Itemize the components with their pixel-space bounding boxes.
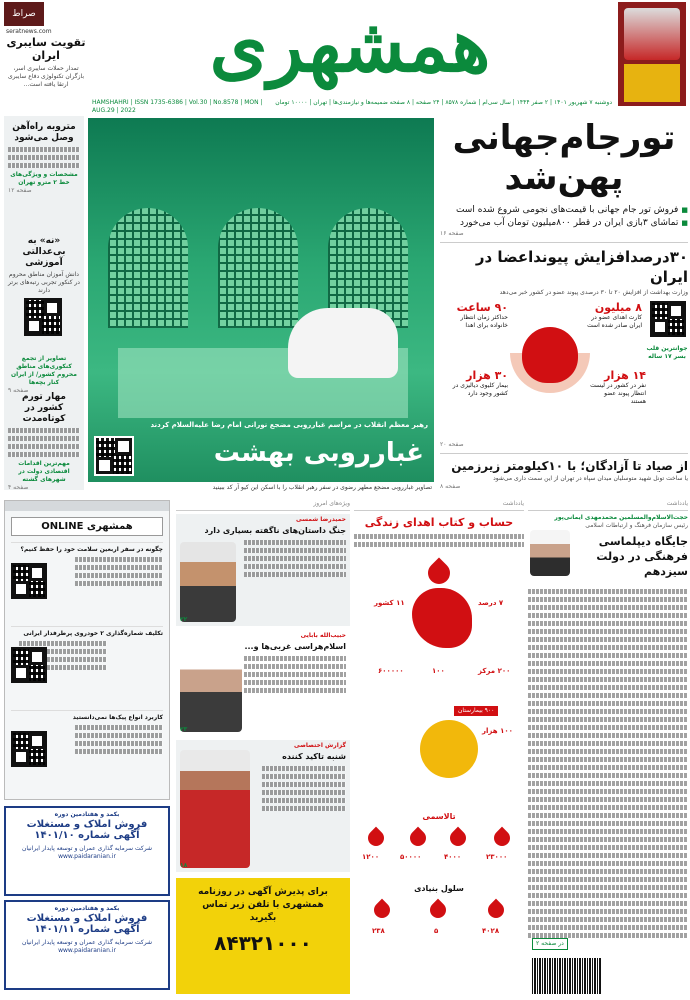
teaser-body: تمدار حملات سایبری اسر، بازگران تکنولوژی دفاع سایبری ارتقا یافته است... — [7, 65, 85, 88]
masthead-logo: همشهری — [209, 3, 491, 89]
feature-kicker: گزارش اختصاصی — [294, 742, 346, 749]
stat-value: ۱۲۰۰ — [362, 853, 380, 861]
wc-page: صفحه ۱۶ — [440, 230, 464, 237]
qr-code[interactable] — [11, 731, 47, 767]
feature-page: ۱۸ — [180, 862, 188, 869]
photo-headline: غبارروبی بهشت — [213, 438, 424, 468]
sidebar-link: مهم‌ترین اقدامات اقتصادی دولت در شهرهای گشته — [18, 460, 70, 483]
hemophilia-circle — [420, 720, 478, 778]
sidebar-page: صفحه ۱۲ — [8, 187, 32, 194]
player-photo — [180, 750, 250, 868]
wc-headline-2[interactable]: پهن‌شد — [504, 158, 624, 198]
heart-hands — [510, 323, 590, 403]
ad-company: شرکت سرمایه گذاری عمران و توسعه پایدار ایرانیان — [21, 845, 153, 852]
masthead — [0, 0, 690, 112]
metro-page: صفحه ۸ — [440, 483, 461, 490]
feature-title: جنگ داستان‌های ناگفته بسیاری دارد — [204, 526, 346, 535]
opinion-body — [528, 589, 688, 938]
sidebar-page: صفحه ۹ — [8, 387, 29, 394]
stat-text: حداکثر زمان انتظار خانواده برای اهدا — [460, 314, 508, 329]
infographic-headline[interactable]: حساب و کتاب اهدای زندگی — [364, 516, 514, 529]
stat-value: ۶۰۰۰۰۰ — [378, 667, 404, 675]
stat-value: ۸ میلیون — [594, 301, 642, 314]
feature-title: اسلام‌هراسی غربی‌ها و... — [244, 642, 346, 651]
stat-value: ۱۰۰ هزار — [482, 727, 513, 735]
watermark-url: seratnews.com — [6, 28, 52, 35]
stat-text: نفر در کشور در لیست انتظار پیوند عضو هستند — [590, 382, 646, 405]
blood-splash — [412, 588, 472, 648]
wc-bullet: ■ تماشای ۳بازی ایران در قطر ۸۰۰میلیون تومان آب می‌خورد — [440, 217, 688, 230]
right-column — [440, 118, 688, 492]
stem-title: سلول بنیادی — [414, 884, 464, 893]
sidebar-link: مشخصات و ویژگی‌های خط ۲ مترو تهران — [10, 171, 78, 186]
top-left-teaser — [6, 36, 86, 89]
sidebar-body: دانش آموزان مناطق محروم در کنکور تجربی رتبه‌های برتر دارند — [8, 271, 80, 294]
blood-drop-icon — [427, 899, 450, 922]
blood-drop-icon — [485, 899, 508, 922]
opinion-headline[interactable]: جایگاه دیپلماسی فرهنگی در دولت سیزدهم — [596, 535, 688, 578]
online-item-title: چگونه در سفر اربعین سلامت خود را حفظ کنیم؟ — [20, 546, 163, 553]
stat-block — [444, 301, 508, 330]
real-estate-ad[interactable] — [4, 806, 170, 896]
stat-text: کارت اهدای عضو در ایران صادر شده است — [587, 314, 642, 329]
author-avatar — [530, 530, 570, 576]
stat-value: ۳۰ هزار — [466, 369, 508, 382]
ad-title: بکمد و هفتادمین دوره — [54, 905, 120, 912]
qr-code[interactable] — [11, 647, 47, 683]
ad-line: فروش املاک و مستغلات — [26, 819, 148, 830]
stat-block — [590, 369, 646, 406]
ad-number: آگهی شماره ۱۴۰۱/۱۱ — [34, 924, 140, 935]
feature-item[interactable] — [176, 740, 350, 872]
photo-credit: تصاویر غبارروبی مضجع مطهر رضوی در سفر رهبر انقلاب را با اسکن این کیو آر کد ببینید — [212, 484, 432, 491]
phone-ad[interactable] — [176, 878, 350, 994]
online-item[interactable] — [11, 710, 163, 790]
sidebar-title: متروبه راه‌آهن وصل می‌شود — [12, 122, 76, 143]
opinion-column — [528, 500, 688, 996]
qr-code[interactable] — [24, 298, 62, 336]
feature-item[interactable] — [176, 630, 350, 736]
watermark-logo: صراط — [4, 2, 44, 26]
organ-infographic — [440, 301, 688, 441]
hospital-label: ۹۰۰ بیمارستان — [454, 706, 498, 716]
sidebar-item[interactable] — [8, 236, 80, 395]
phone-number: ۸۴۳۲۱۰۰۰ — [214, 931, 312, 955]
online-site-name[interactable]: همشهری ONLINE — [11, 517, 163, 536]
stat-block — [582, 301, 642, 330]
author-line: حجت‌الاسلام‌والمسلمین محمدمهدی ایمانی‌پور — [554, 514, 688, 521]
qr-code[interactable] — [650, 301, 686, 337]
wc-headline-1[interactable]: تورجام‌جهانی — [452, 118, 676, 158]
real-estate-ad[interactable] — [4, 900, 170, 990]
stat-value: ۲۳۰۰۰ — [486, 853, 508, 861]
metro-headline[interactable]: از صیاد تا آزادگان؛ با ۱۰کیلومتر زیرزمین — [451, 459, 688, 473]
feature-item[interactable] — [176, 514, 350, 626]
organ-page: صفحه ۲۰ — [440, 441, 464, 448]
main-photo[interactable] — [88, 118, 434, 482]
stat-value: ۱۱ کشور — [374, 599, 405, 607]
sidebar-item[interactable] — [8, 122, 80, 195]
online-item-title: تکلیف شماره‌گذاری ۲ خودروی پرطرفدار ایرانی — [23, 630, 163, 637]
metro-body: یا ساخت تونل شهید متوسلیان میدان سپاه در تهران از این سمت داری می‌شود — [493, 475, 688, 482]
stat-block — [444, 369, 508, 398]
blood-drop-icon — [423, 557, 454, 588]
stat-value: ۴۰۰۰ — [444, 853, 462, 861]
ad-line: فروش املاک و مستغلات — [26, 913, 148, 924]
sidebar-item[interactable] — [8, 392, 80, 492]
organ-subtitle: وزارت بهداشت از افزایش ۲۰ تا ۳۰ درصدی پیوند عضو در کشور خبر می‌دهد — [499, 289, 688, 296]
ad-number: آگهی شماره ۱۴۰۱/۱۰ — [34, 830, 140, 841]
side-note: جوانترین قلب بسر ۱۷ ساله — [646, 345, 688, 360]
online-item[interactable] — [11, 626, 163, 706]
feature-kicker: حمیدرضا شمسی — [296, 516, 346, 523]
feature-kicker: حبیب‌الله بابایی — [300, 632, 346, 639]
stat-value: ۱۴ هزار — [604, 369, 646, 382]
photo-caption: رهبر معظم انقلاب در مراسم غبارروبی مضجع نورانی امام رضا علیه‌السلام کردند — [150, 421, 428, 429]
qr-code[interactable] — [11, 563, 47, 599]
stat-value: ۵۰۰۰۰ — [400, 853, 422, 861]
qr-code[interactable] — [94, 436, 134, 476]
top-right-promo — [618, 2, 686, 106]
divider — [440, 242, 688, 243]
stat-value: ۵ — [434, 927, 439, 935]
blood-drop-icon — [407, 827, 430, 850]
cleric-photo — [180, 652, 242, 732]
sidebar-link: تصاویر از تجمع کنکوری‌های مناطق محروم کشور/ از ایران کنار بچه‌ها — [11, 355, 77, 386]
browser-bar — [5, 501, 169, 511]
phone-ad-text: برای پذیرش آگهی در روزنامه همشهری با تلفن زیر تماس بگیرید — [198, 887, 328, 923]
date-line: دوشنبه ۷ شهریور ۱۴۰۱ | ۲ صفر ۱۴۴۴ | سال سی‌ام | شماره ۸۵۷۸ | ۲۴ صفحه | ۸ صفحه ضمیمه‌ها و نیازمندی‌ها | تهران | ۱۰۰۰۰ تومان — [275, 99, 612, 106]
organ-headline[interactable]: ۳۰درصدافزایش پیونداعضا در ایران — [475, 248, 688, 286]
online-box — [4, 500, 170, 800]
teaser-title: تقویت سایبری ایران — [6, 36, 86, 62]
blood-drop-icon — [491, 827, 514, 850]
stat-value: ۲۳۸ — [372, 927, 385, 935]
left-sidebar — [4, 116, 84, 490]
ad-site: www.paidaranian.ir — [58, 947, 116, 954]
page-ref: در صفحه ۲ — [532, 938, 568, 950]
stat-value: ۲۰۰ مرکز — [478, 667, 511, 675]
blood-drop-icon — [447, 827, 470, 850]
shrine-window-left — [108, 208, 188, 328]
stat-text: بیمار کلیوی دیالیزی در کشور وجود دارد — [452, 382, 508, 397]
figure-white — [288, 308, 398, 378]
divider — [440, 453, 688, 454]
features-column — [176, 500, 350, 996]
sidebar-title: مهار تورم کشور در کوتاه‌مدت — [21, 392, 66, 424]
section-label: ویژه‌های امروز — [176, 500, 350, 511]
stat-value: ۴۰۲۸ — [482, 927, 500, 935]
ad-site: www.paidaranian.ir — [58, 853, 116, 860]
ad-company: شرکت سرمایه گذاری عمران و توسعه پایدار ایرانیان — [21, 939, 153, 946]
thal-title: تالاسمی — [422, 812, 456, 821]
blood-drop-icon — [365, 827, 388, 850]
online-item-title: کاربرد انواع پیک‌ها نمی‌دانستید — [72, 714, 163, 721]
blood-infographic — [354, 500, 524, 996]
section-label: یادداشت — [354, 500, 524, 511]
infographic-body — [354, 534, 524, 547]
stat-value: ۹۰ ساعت — [456, 301, 508, 314]
author-role: رئیس سازمان فرهنگ و ارتباطات اسلامی — [585, 522, 688, 529]
wc-bullet: ■ فروش تور جام جهانی با قیمت‌های نجومی شروع شده است — [440, 204, 688, 217]
online-item[interactable] — [11, 542, 163, 622]
blood-drop-icon — [371, 899, 394, 922]
ad-title: بکمد و هفتادمین دوره — [54, 811, 120, 818]
stat-value: ۷ درصد — [478, 599, 504, 607]
barcode — [532, 958, 602, 994]
section-label: یادداشت — [528, 500, 688, 511]
english-line: HAMSHAHRI | ISSN 1735-6386 | Vol.30 | No.8578 | MON | AUG.29 | 2022 — [92, 99, 263, 114]
feature-page: ۲۲ — [180, 616, 188, 623]
sidebar-title: «نه» به بی‌عدالتی آموزشی — [22, 236, 66, 268]
author-photo — [180, 542, 236, 622]
sidebar-page: صفحه ۴ — [8, 484, 29, 491]
shrine-window-center — [218, 208, 298, 328]
stat-value: ۱۰۰ — [432, 667, 445, 675]
feature-title: شنبه تاکید کننده — [282, 752, 346, 761]
feature-page: ۲۳ — [180, 726, 188, 733]
